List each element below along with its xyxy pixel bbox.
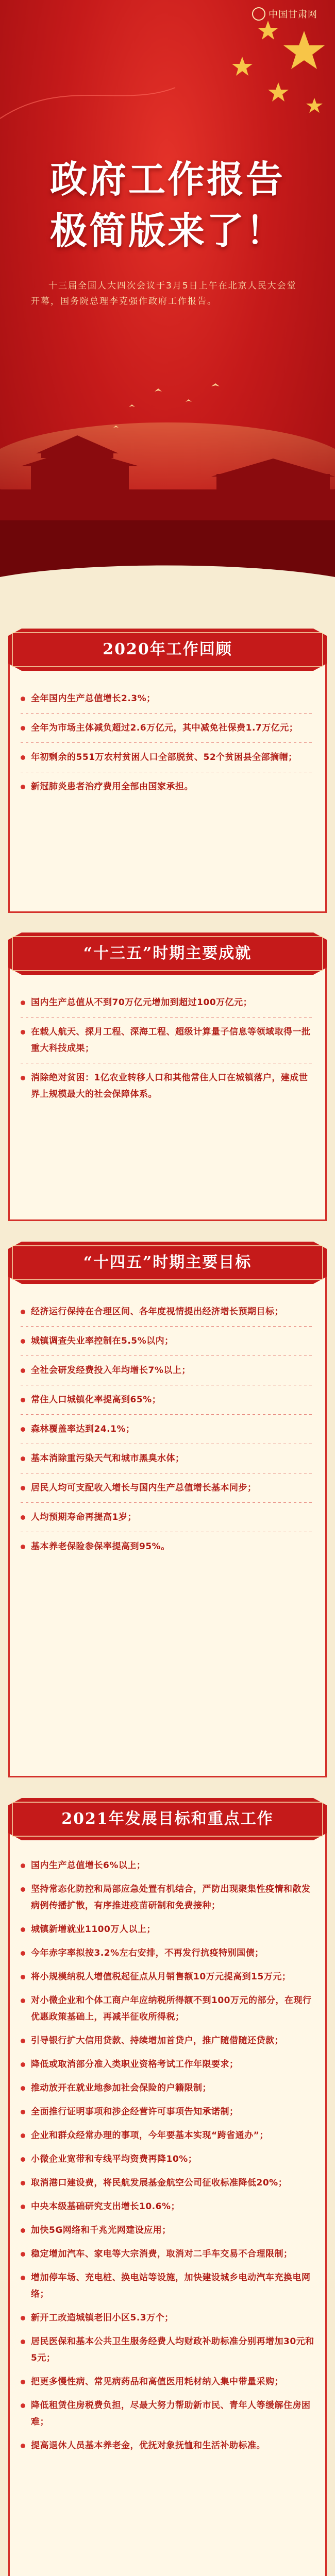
list-item bbox=[21, 1969, 314, 1985]
section-title: “十三五”时期主要成就 bbox=[83, 944, 252, 962]
divider bbox=[21, 1017, 314, 1018]
bullet-icon bbox=[21, 1887, 25, 1892]
item-text: 新开工改造城镇老旧小区5.3万个； bbox=[31, 2313, 174, 2323]
item-text: 引导银行扩大信用贷款、持续增加首贷户，推广随借随还贷款； bbox=[31, 2036, 283, 2046]
list-item bbox=[21, 2246, 314, 2262]
list-item bbox=[21, 2175, 314, 2191]
item-text: 将小规模纳税人增值税起征点从月销售额10万元提高到15万元； bbox=[31, 1972, 291, 1982]
bullet-icon bbox=[21, 1863, 25, 1868]
bullet-icon bbox=[21, 755, 25, 760]
list-item bbox=[21, 1392, 314, 1408]
item-text: 稳定增加汽车、家电等大宗消费，取消对二手车交易不合理限制； bbox=[31, 2249, 293, 2259]
bullet-icon bbox=[21, 2039, 25, 2043]
list-item bbox=[21, 1362, 314, 1379]
bullet-icon bbox=[21, 2110, 25, 2114]
item-text: 坚持常态化防控和局部应急处置有机结合，严防出现聚集性疫情和散发病例传播扩散，有序推进疫苗研制和免费接种； bbox=[31, 1884, 311, 1911]
bullet-icon bbox=[21, 1951, 25, 1956]
item-text: 居民人均可支配收入增长与国内生产总值增长基本同步； bbox=[31, 1483, 257, 1493]
bullet-icon bbox=[21, 1545, 25, 1549]
item-text: 取消港口建设费，将民航发展基金航空公司征收标准降低20%； bbox=[31, 2178, 288, 2188]
list-item bbox=[21, 1070, 314, 1103]
list-item bbox=[21, 1480, 314, 1496]
bullet-icon bbox=[21, 697, 25, 701]
bullet-icon bbox=[21, 2252, 25, 2257]
list-item bbox=[21, 1333, 314, 1349]
list-item bbox=[21, 2127, 314, 2144]
list-item bbox=[21, 1992, 314, 2025]
bullet-icon bbox=[21, 1927, 25, 1932]
bullet-icon bbox=[21, 2316, 25, 2320]
list-item bbox=[21, 2333, 314, 2366]
bullet-icon bbox=[21, 2133, 25, 2138]
item-text: 消除绝对贫困：1亿农业转移人口和其他常住人口在城镇落户，建成世界上规模最大的社会保障体系。 bbox=[31, 1073, 308, 1099]
list-item bbox=[21, 1921, 314, 1938]
bullet-icon bbox=[21, 1427, 25, 1432]
item-text: 今年赤字率拟按3.2%左右安排，不再发行抗疫特别国债； bbox=[31, 1948, 264, 1958]
list-item bbox=[21, 1538, 314, 1555]
tiananmen-illustration bbox=[0, 335, 335, 608]
bullet-icon bbox=[21, 2340, 25, 2344]
bullet-icon bbox=[21, 1339, 25, 1344]
item-text: 经济运行保持在合理区间、各年度视情提出经济增长预期目标； bbox=[31, 1307, 283, 1317]
list-item bbox=[21, 1881, 314, 1914]
list-item bbox=[21, 2374, 314, 2390]
hero-banner bbox=[0, 0, 335, 608]
bullet-icon bbox=[21, 2276, 25, 2280]
logo-text: 中国甘肃网 bbox=[269, 9, 317, 20]
page-title-line1: 政府工作报告 bbox=[49, 157, 285, 201]
list-item bbox=[21, 1945, 314, 1961]
list-item bbox=[21, 1421, 314, 1437]
bullet-icon bbox=[21, 2062, 25, 2067]
divider bbox=[21, 1326, 314, 1327]
item-text: 降低或取消部分准入类职业资格考试工作年限要求； bbox=[31, 2059, 239, 2070]
bullet-icon bbox=[21, 1368, 25, 1373]
list-item bbox=[21, 2151, 314, 2167]
bullet-icon bbox=[21, 1975, 25, 1979]
item-text: 城镇调查失业率控制在5.5%以内； bbox=[31, 1336, 174, 1346]
bullet-icon bbox=[21, 1998, 25, 2003]
section-header-2021-goals bbox=[8, 1798, 327, 1840]
item-text: 居民医保和基本公共卫生服务经费人均财政补助标准分别再增加30元和5元； bbox=[31, 2336, 314, 2363]
divider bbox=[21, 1502, 314, 1503]
item-text: 全年为市场主体减负超过2.6万亿元，其中减免社保费1.7万亿元； bbox=[31, 723, 298, 733]
item-text: 中央本级基础研究支出增长10.6%； bbox=[31, 2201, 180, 2212]
bullet-icon bbox=[21, 2205, 25, 2209]
bullet-icon bbox=[21, 1310, 25, 1314]
item-text: 小微企业宽带和专线平均资费再降10%； bbox=[31, 2154, 197, 2164]
list-item bbox=[21, 720, 314, 736]
list-item bbox=[21, 778, 314, 795]
bullet-icon bbox=[21, 2380, 25, 2384]
section-header-13th-plan bbox=[8, 933, 327, 975]
item-text: 全面推行证明事项和涉企经营许可事项告知承诺制； bbox=[31, 2107, 239, 2117]
item-text: 国内生产总值从不到70万亿元增加到超过100万亿元； bbox=[31, 997, 253, 1008]
list-item bbox=[21, 2198, 314, 2215]
section-title: 2021年发展目标和重点工作 bbox=[61, 1810, 274, 1828]
list-item bbox=[21, 2056, 314, 2073]
item-text: 基本养老保险参保率提高到95%。 bbox=[31, 1541, 170, 1552]
divider bbox=[21, 1355, 314, 1356]
divider bbox=[21, 713, 314, 714]
bullet-icon bbox=[21, 1076, 25, 1080]
item-text: 国内生产总值增长6%以上； bbox=[31, 1860, 146, 1871]
item-text: 全社会研发经费投入年均增长7%以上； bbox=[31, 1365, 191, 1376]
page-title-line2: 极简版来了！ bbox=[49, 209, 285, 252]
list-item bbox=[21, 2104, 314, 2120]
divider bbox=[21, 742, 314, 743]
section-title: 2020年工作回顾 bbox=[103, 640, 232, 658]
list-item bbox=[21, 2080, 314, 2096]
list-item bbox=[21, 749, 314, 766]
bullet-icon bbox=[21, 1456, 25, 1461]
site-logo bbox=[252, 7, 317, 21]
bullet-icon bbox=[21, 2157, 25, 2162]
item-text: 企业和群众经常办理的事项，今年要基本实现“跨省通办”； bbox=[31, 2130, 269, 2141]
section-list bbox=[21, 690, 314, 806]
bullet-icon bbox=[21, 1486, 25, 1490]
list-item bbox=[21, 2269, 314, 2302]
list-item bbox=[21, 1450, 314, 1467]
item-text: 降低租赁住房税费负担，尽最大努力帮助新市民、青年人等缓解住房困难； bbox=[31, 2400, 311, 2427]
list-item bbox=[21, 994, 314, 1011]
list-item bbox=[21, 1857, 314, 1874]
item-text: 提高退休人员基本养老金，优抚对象抚恤和生活补助标准。 bbox=[31, 2441, 265, 2451]
item-text: 基本消除重污染天气和城市黑臭水体； bbox=[31, 1453, 185, 1464]
item-text: 城镇新增就业1100万人以上； bbox=[31, 1924, 156, 1935]
section-list bbox=[21, 1303, 314, 1566]
list-item bbox=[21, 2310, 314, 2326]
intro-text: 十三届全国人大四次会议于3月5日上午在北京人民大会堂开幕，国务院总理李克强作政府工作报告。 bbox=[31, 281, 297, 307]
divider bbox=[21, 1414, 314, 1415]
bullet-icon bbox=[21, 1398, 25, 1402]
bullet-icon bbox=[21, 726, 25, 731]
bullet-icon bbox=[21, 1515, 25, 1520]
section-header-14th-plan bbox=[8, 1242, 327, 1284]
list-item bbox=[21, 690, 314, 707]
item-text: 全年国内生产总值增长2.3%； bbox=[31, 693, 156, 704]
item-text: 把更多慢性病、常见病药品和高值医用耗材纳入集中带量采购； bbox=[31, 2377, 283, 2387]
item-text: 在载人航天、探月工程、深海工程、超级计算量子信息等领域取得一批重大科技成果； bbox=[31, 1027, 311, 1054]
item-text: 新冠肺炎患者治疗费用全部由国家承担。 bbox=[31, 782, 193, 792]
item-text: 推动放开在就业地参加社会保险的户籍限制； bbox=[31, 2083, 211, 2093]
section-list bbox=[21, 1857, 314, 2461]
item-text: 对小微企业和个体工商户年应纳税所得额不到100万元的部分，在现行优惠政策基础上，再减半征收所得税； bbox=[31, 1995, 312, 2022]
item-text: 加快5G网络和千兆光网建设应用； bbox=[31, 2225, 171, 2235]
list-item bbox=[21, 2437, 314, 2454]
list-item bbox=[21, 1509, 314, 1526]
item-text: 人均预期寿命再提高1岁； bbox=[31, 1512, 137, 1522]
item-text: 年初剩余的551万农村贫困人口全部脱贫、52个贫困县全部摘帽； bbox=[31, 752, 297, 762]
bullet-icon bbox=[21, 2444, 25, 2448]
list-item bbox=[21, 1024, 314, 1057]
section-header-2020-review bbox=[8, 629, 327, 671]
item-text: 森林覆盖率达到24.1%； bbox=[31, 1424, 135, 1434]
item-text: 增加停车场、充电桩、换电站等设施，加快建设城乡电动汽车充换电网络； bbox=[31, 2273, 311, 2299]
item-text: 常住人口城镇化率提高到65%； bbox=[31, 1395, 161, 1405]
list-item bbox=[21, 2222, 314, 2239]
bullet-icon bbox=[21, 785, 25, 789]
bullet-icon bbox=[21, 2086, 25, 2091]
logo-icon bbox=[252, 7, 265, 21]
bullet-icon bbox=[21, 2403, 25, 2408]
section-list bbox=[21, 994, 314, 1114]
list-item bbox=[21, 1303, 314, 1320]
bullet-icon bbox=[21, 1001, 25, 1005]
section-title: “十四五”时期主要目标 bbox=[83, 1253, 252, 1272]
list-item bbox=[21, 2032, 314, 2049]
bullet-icon bbox=[21, 2228, 25, 2233]
bullet-icon bbox=[21, 1030, 25, 1035]
bullet-icon bbox=[21, 2181, 25, 2185]
list-item bbox=[21, 2397, 314, 2430]
